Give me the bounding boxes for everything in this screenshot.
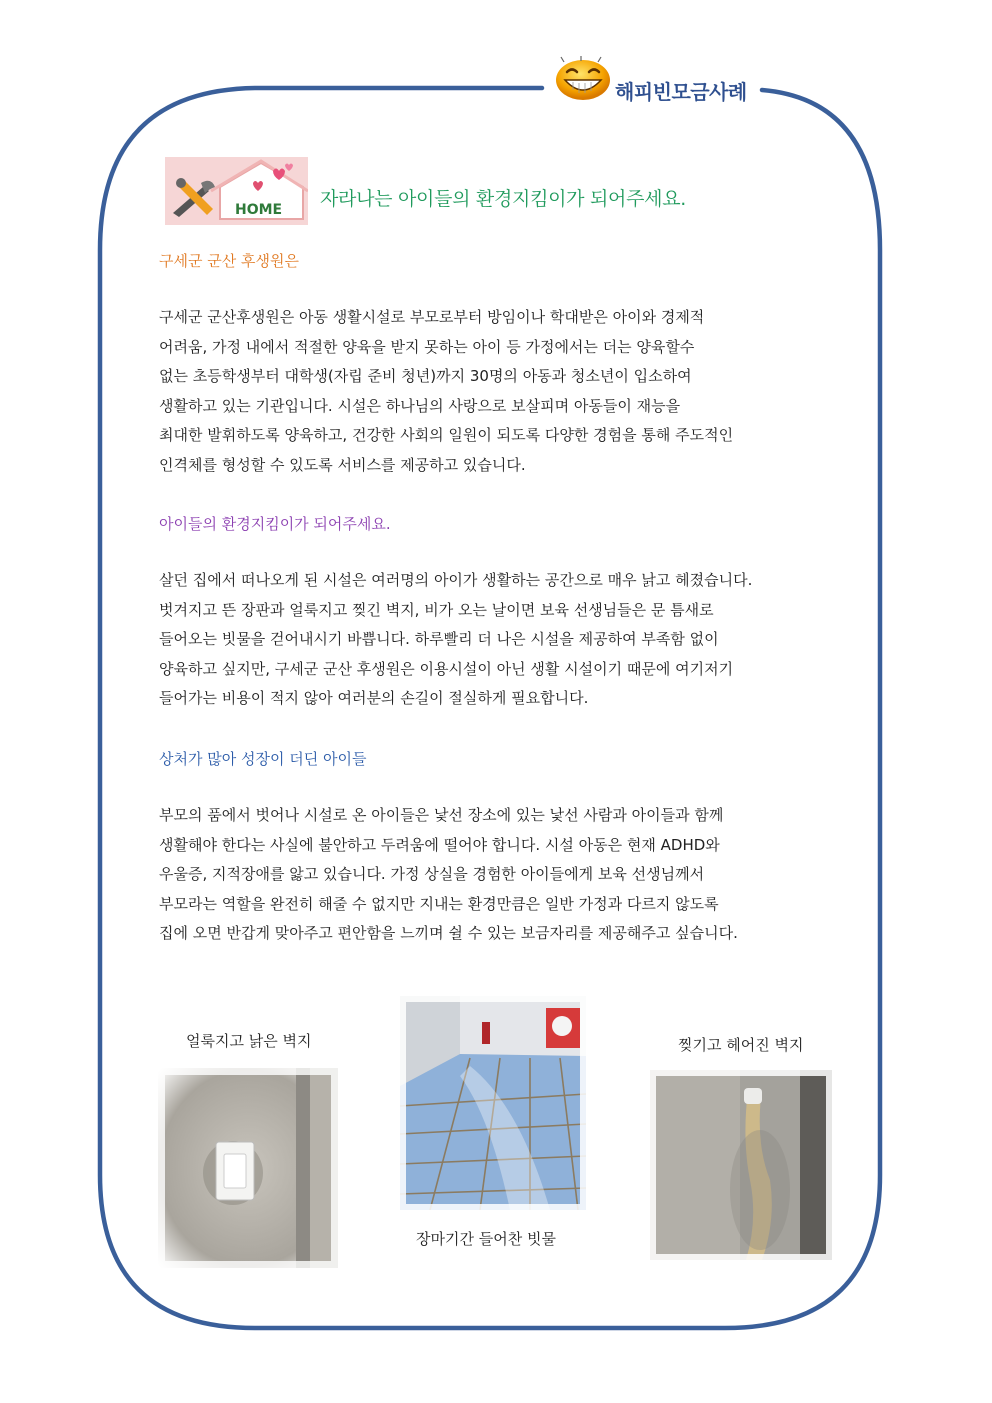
- text-line: 인격체를 형성할 수 있도록 서비스를 제공하고 있습니다.: [159, 455, 526, 474]
- brand-label: 해피빈모금사례: [615, 80, 747, 104]
- text-line: 구세군 군산후생원은 아동 생활시설로 부모로부터 방임이나 학대받은 아이와 경제적: [159, 308, 705, 326]
- text-line: 어려움, 가정 내에서 적절한 양육을 받지 못하는 아이 등 가정에서는 더는 양육할수: [159, 337, 695, 356]
- photo-stained-wall: [158, 1068, 338, 1268]
- text-line: 살던 집에서 떠나오게 된 시설은 여러명의 아이가 생활하는 공간으로 매우 낡고 헤졌습니다.: [159, 571, 753, 589]
- paragraph-environment: [159, 566, 864, 714]
- text-line: 들어가는 비용이 적지 않아 여러분의 손길이 절실하게 필요합니다.: [159, 689, 589, 707]
- text-line: 벗겨지고 뜬 장판과 얼룩지고 찢긴 벽지, 비가 오는 날이면 보육 선생님들은 문 틈새로: [159, 600, 714, 619]
- text-line: 최대한 발휘하도록 양육하고, 건강한 사회의 일원이 되도록 다양한 경험을 통해 주도적인: [159, 426, 734, 444]
- photo-caption-flooded-floor: 장마기간 들어찬 빗물: [416, 1230, 556, 1248]
- text-line: 생활하고 있는 기관입니다. 시설은 하나님의 사랑으로 보살피며 아동들이 재능을: [159, 396, 681, 415]
- smiley-face-icon: [553, 56, 615, 118]
- section-heading-about: 구세군 군산 후생원은: [159, 252, 299, 270]
- photo-flooded-floor: [400, 996, 586, 1210]
- photo-caption-stained-wall: 얼룩지고 낡은 벽지: [186, 1032, 312, 1050]
- text-line: 집에 오면 반갑게 맞아주고 편안함을 느끼며 쉴 수 있는 보금자리를 제공해주고 싶습니다.: [159, 924, 738, 942]
- section-header: [165, 157, 765, 227]
- text-line: 없는 초등학생부터 대학생(자립 준비 청년)까지 30명의 아동과 청소년이 입소하여: [159, 367, 692, 385]
- text-line: 부모라는 역할을 완전히 해줄 수 없지만 지내는 환경만큼은 일반 가정과 다르지 않도록: [159, 894, 719, 913]
- photo-caption-torn-wallpaper: 찢기고 헤어진 벽지: [678, 1036, 804, 1054]
- page-title: 자라나는 아이들의 환경지킴이가 되어주세요.: [320, 188, 686, 210]
- home-logo-text: HOME: [235, 202, 283, 218]
- text-line: 생활해야 한다는 사실에 불안하고 두려움에 떨어야 합니다. 시설 아동은 현재 ADHD와: [159, 835, 720, 854]
- paragraph-about: [159, 303, 864, 480]
- home-tools-icon: [165, 157, 308, 225]
- section-heading-environment: 아이들의 환경지킴이가 되어주세요.: [159, 515, 391, 533]
- section-heading-children: 상처가 많아 성장이 더딘 아이들: [159, 750, 367, 768]
- paragraph-children: [159, 801, 864, 949]
- text-line: 들어오는 빗물을 걷어내시기 바쁩니다. 하루빨리 더 나은 시설을 제공하여 부족함 없이: [159, 630, 719, 648]
- text-line: 우울증, 지적장애를 앓고 있습니다. 가정 상실을 경험한 아이들에게 보육 선생님께서: [159, 865, 705, 883]
- text-line: 부모의 품에서 벗어나 시설로 온 아이들은 낯선 장소에 있는 낯선 사람과 아이들과 함께: [159, 806, 724, 824]
- photo-torn-wallpaper: [650, 1070, 832, 1260]
- text-line: 양육하고 싶지만, 구세군 군산 후생원은 이용시설이 아닌 생활 시설이기 때문에 여기저기: [159, 659, 734, 678]
